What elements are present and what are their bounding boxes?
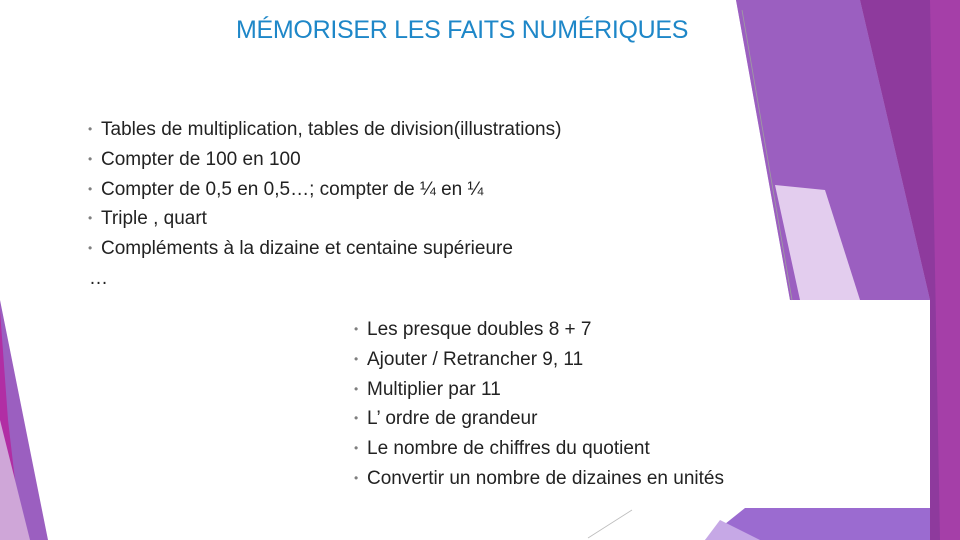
list-item-text: Triple , quart [101,208,207,230]
list-item [354,404,724,434]
list-item [88,234,561,264]
bullet-icon: • [88,211,93,226]
ellipsis-text: … [89,268,108,289]
list-item-text: Les presque doubles 8 + 7 [367,319,592,340]
list-item-text: L’ ordre de grandeur [367,408,538,430]
list-item [354,434,724,464]
list-item-text: Compter de 0,5 en 0,5…; compter de ¼ en ¼ [101,178,484,200]
bullet-icon: • [88,241,93,256]
bullet-icon: • [354,411,359,426]
list-item [354,345,724,375]
list-item-text: Compléments à la dizaine et centaine supérieure [101,238,513,260]
list-item [354,375,724,405]
bullet-icon: • [354,351,359,366]
bullet-icon: • [354,322,359,336]
list-item [88,204,561,234]
bullet-icon: • [354,381,359,396]
list-item [354,464,724,494]
bullet-icon: • [354,441,359,456]
list-item-text: Convertir un nombre de dizaines en unités [367,467,724,489]
bullet-icon: • [354,470,359,485]
bullet-icon: • [88,151,93,166]
list-item [88,145,561,175]
list-item [88,115,561,145]
bullet-icon: • [88,181,93,196]
list-item-text: Le nombre de chiffres du quotient [367,438,650,460]
deco-line-bottom [588,510,632,538]
list-item-text: Ajouter / Retrancher 9, 11 [367,348,584,370]
bullet-icon: • [88,122,93,136]
list-item-text: Multiplier par 11 [367,378,501,400]
slide-title: MÉMORISER LES FAITS NUMÉRIQUES [236,16,689,44]
bullet-list-bottom [354,315,724,494]
list-item-text: Tables de multiplication, tables de division(illustrations) [101,119,562,140]
bullet-list-top [88,115,561,264]
list-item [88,175,561,205]
list-item [354,315,724,345]
list-item-text: Compter de 100 en 100 [101,148,301,170]
